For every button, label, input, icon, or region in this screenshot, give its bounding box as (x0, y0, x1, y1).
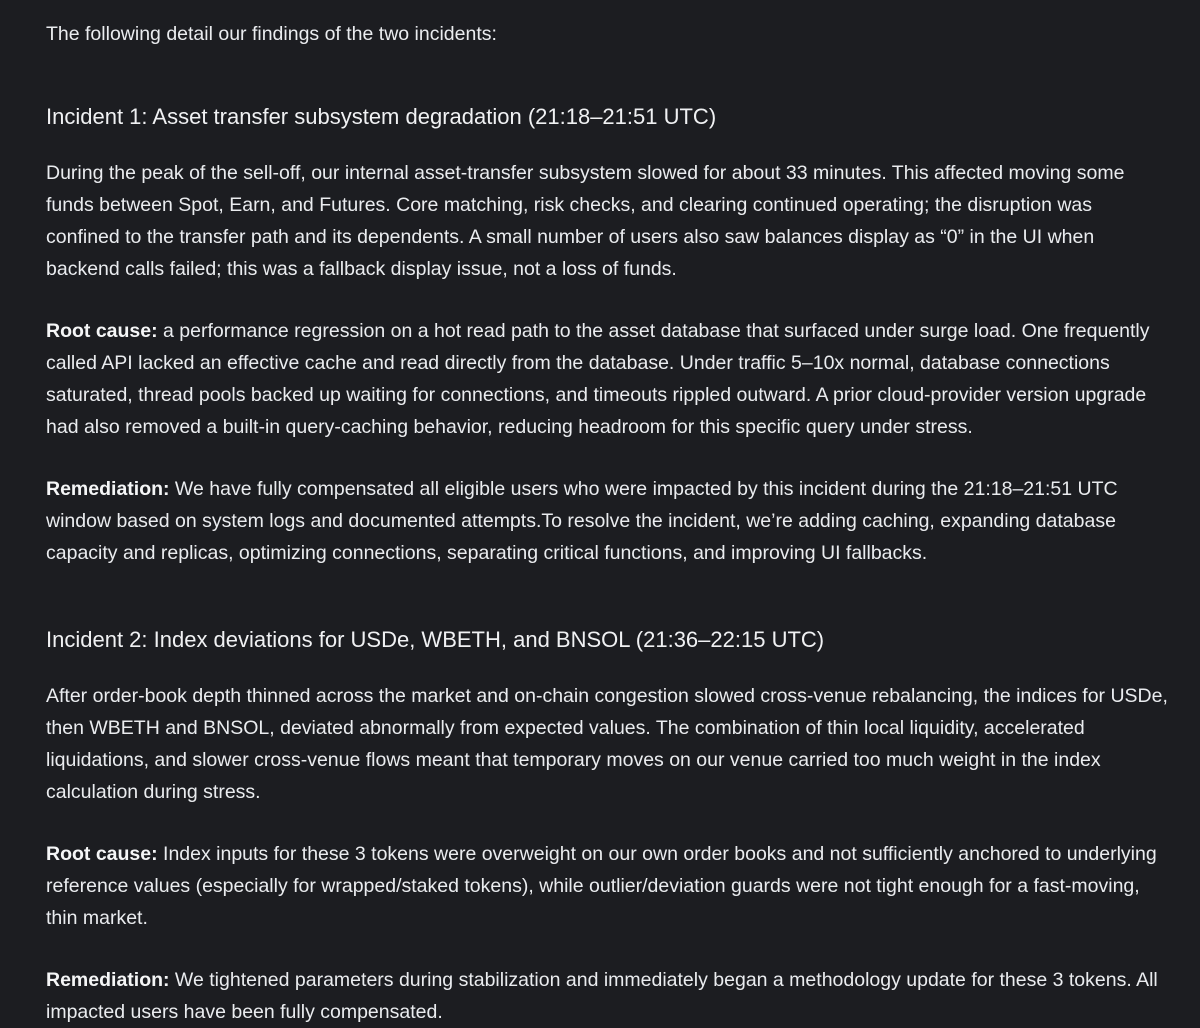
incident-2-remediation (46, 964, 1170, 1028)
remediation-label: Remediation: (46, 478, 170, 500)
incident-1-remediation (46, 473, 1170, 569)
incident-2-root-cause (46, 838, 1170, 934)
root-cause-text: Index inputs for these 3 tokens were overweight on our own order books and not sufficiently anchored to underlying reference values (especially for wrapped/staked tokens), while outlier/deviation guards were not tight enough for a fast-moving, thin market. (46, 843, 1157, 929)
root-cause-label: Root cause: (46, 843, 158, 865)
incident-1-summary: During the peak of the sell-off, our internal asset-transfer subsystem slowed for about 33 minutes. This affected moving some funds between Spot, Earn, and Futures. Core matching, risk checks, and clearing continued operating; the disruption was confined to the transfer path and its dependents. A small number of users also saw balances display as “0” in the UI when backend calls failed; this was a fallback display issue, not a loss of funds. (46, 162, 1125, 280)
root-cause-text: a performance regression on a hot read path to the asset database that surfaced under surge load. One frequently called API lacked an effective cache and read directly from the database. Under traffic 5–10x normal, database connections saturated, thread pools backed up waiting for connections, and timeouts rippled outward. A prior cloud-provider version upgrade had also removed a built-in query-caching behavior, reducing headroom for this specific query under stress. (46, 320, 1150, 438)
incident-1-root-cause (46, 315, 1170, 443)
remediation-text: We tightened parameters during stabilization and immediately began a methodology update for these 3 tokens. All impacted users have been fully compensated. (46, 969, 1158, 1023)
incident-2-heading: Incident 2: Index deviations for USDe, WBETH, and BNSOL (21:36–22:15 UTC) (46, 627, 825, 652)
remediation-text: We have fully compensated all eligible users who were impacted by this incident during the 21:18–21:51 UTC window based on system logs and documented attempts.To resolve the incident, we’re adding caching, expanding database capacity and replicas, optimizing connections, separating critical functions, and improving UI fallbacks. (46, 478, 1118, 564)
remediation-label: Remediation: (46, 969, 170, 991)
root-cause-label: Root cause: (46, 320, 158, 342)
incident-2-summary: After order-book depth thinned across the market and on-chain congestion slowed cross-venue rebalancing, the indices for USDe, then WBETH and BNSOL, deviated abnormally from expected values. The combination of thin local liquidity, accelerated liquidations, and slower cross-venue flows meant that temporary moves on our venue carried too much weight in the index calculation during stress. (46, 685, 1168, 803)
incident-1-heading: Incident 1: Asset transfer subsystem degradation (21:18–21:51 UTC) (46, 104, 717, 129)
intro-text: The following detail our findings of the two incidents: (46, 23, 497, 45)
